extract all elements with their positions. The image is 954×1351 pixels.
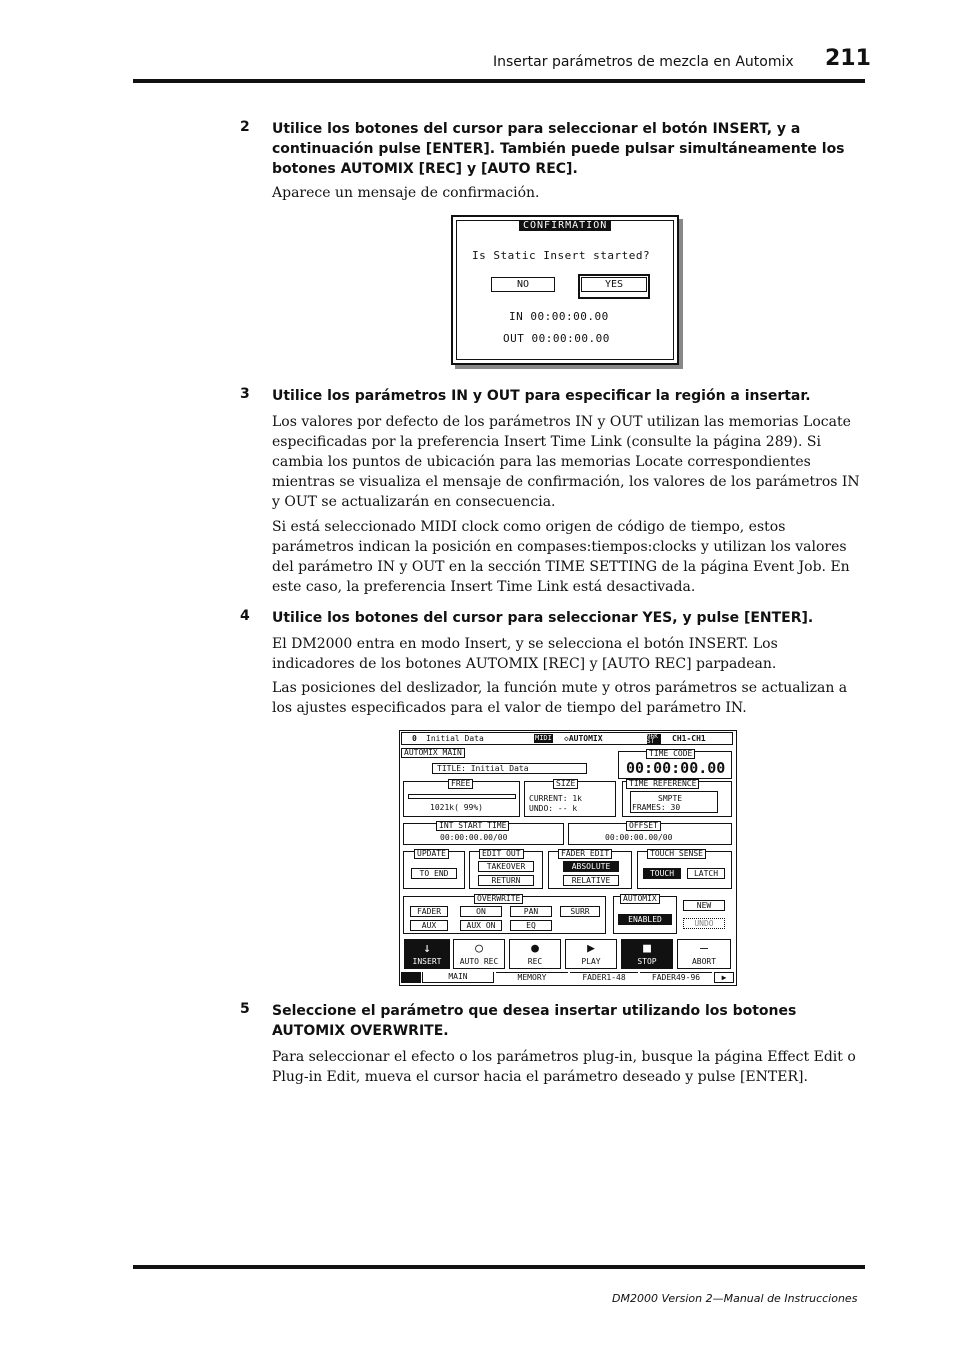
footer-text: DM2000 Version 2—Manual de Instrucciones <box>612 1292 858 1305</box>
absolute-button: ABSOLUTE <box>563 861 619 872</box>
free-value: 1021k( 99%) <box>430 803 483 812</box>
int-start-value: 00:00:00.00/00 <box>440 833 508 842</box>
step-paragraph: Los valores por defecto de los parámetros IN y OUT utilizan las memorias Locate especificadas por la preferencia Insert Time Link (consulte la página 289). Si cambia los puntos de ubicación para las memorias Locate correspondientes mientras se visualiza el mensaje de confirmación, los valores de los parámetros IN y OUT se actualizarán en consecuencia. <box>272 414 860 510</box>
running-header: Insertar parámetros de mezcla en Automix <box>493 54 794 70</box>
free-label: FREE <box>448 779 473 789</box>
in-time: IN 00:00:00.00 <box>509 310 609 323</box>
tab-next-arrow-icon: ▶ <box>714 972 734 983</box>
step-paragraph: Si está seleccionado MIDI clock como origen de código de tiempo, estos parámetros indican la posición en compases:tiempos:clocks y utilizan los valores del parámetro IN y OUT en la sección TIME SETTING de la página Event Job. En este caso, la preferencia Insert Time Link está desactivada. <box>272 519 850 595</box>
insert-arrow-icon: ↓ <box>423 941 431 956</box>
auto-rec-circle-icon: ○ <box>475 941 483 956</box>
automix-label: AUTOMIX <box>620 894 660 904</box>
step-number: 3 <box>240 386 250 402</box>
overwrite-fader-button: FADER <box>410 906 448 917</box>
overwrite-aux-button: AUX <box>410 920 448 931</box>
tab-edge <box>401 972 421 983</box>
size-label: SIZE <box>553 779 578 789</box>
header-rule <box>133 79 865 83</box>
midi-indicator: MIDI <box>535 734 552 742</box>
tab-memory: MEMORY <box>496 972 568 983</box>
tab-fader49-96: FADER49-96 <box>640 972 712 983</box>
rec-label: REC <box>527 957 543 966</box>
insert-button <box>404 939 450 969</box>
step-number: 5 <box>240 1001 250 1017</box>
step-heading: Utilice los parámetros IN y OUT para especificar la región a insertar. <box>272 388 811 404</box>
dialog-title: CONFIRMATION <box>519 220 611 231</box>
overwrite-pan-button: PAN <box>510 906 552 917</box>
step-number: 2 <box>240 119 250 135</box>
new-button: NEW <box>683 900 725 911</box>
tab-fader1-48: FADER1-48 <box>570 972 638 983</box>
stop-label: STOP <box>637 957 657 966</box>
step-heading: Utilice los botones del cursor para seleccionar YES, y pulse [ENTER]. <box>272 610 814 626</box>
offset-value: 00:00:00.00/00 <box>605 833 673 842</box>
rec-dot-icon: ● <box>531 941 539 956</box>
rec-button <box>509 939 561 969</box>
latch-button: LATCH <box>687 868 725 879</box>
overwrite-surr-button: SURR <box>560 906 600 917</box>
takeover-button: TAKEOVER <box>478 861 534 872</box>
scene-name: Initial Data <box>426 734 484 743</box>
overwrite-aux-on-button: AUX ON <box>460 920 502 931</box>
insert-label: INSERT <box>412 957 442 966</box>
undo-button: UNDO <box>683 918 725 929</box>
auto-rec-label: AUTO REC <box>459 957 499 966</box>
tab-main: MAIN <box>422 972 494 983</box>
overwrite-eq-button: EQ <box>510 920 552 931</box>
edit-out-label: EDIT OUT <box>479 849 524 859</box>
time-reference-label: TIME REFERENCE <box>626 779 699 789</box>
page-title: ◇AUTOMIX <box>564 734 603 743</box>
screen-top-bar <box>401 732 733 745</box>
abort-button <box>677 939 731 969</box>
time-reference-frames: FRAMES: 30 <box>632 803 681 812</box>
step-paragraph: El DM2000 entra en modo Insert, y se selecciona el botón INSERT. Los indicadores de los botones AUTOMIX [REC] y [AUTO REC] parpadean. <box>272 636 778 672</box>
stop-square-icon: ■ <box>643 941 651 956</box>
confirmation-dialog-screenshot <box>451 215 679 365</box>
int-start-label: INT START TIME <box>436 821 509 831</box>
dialog-question: Is Static Insert started? <box>472 249 651 262</box>
offset-label: OFFSET <box>626 821 661 831</box>
enabled-button: ENABLED <box>618 914 672 925</box>
title-field: TITLE: Initial Data <box>432 763 587 774</box>
scene-number: 0 <box>412 734 417 743</box>
stop-button <box>621 939 673 969</box>
time-code-value: 00:00:00.00 <box>626 759 726 777</box>
free-meter <box>408 794 516 799</box>
channel-indicator: CH1-CH1 <box>672 734 706 743</box>
footer-rule <box>133 1265 865 1269</box>
step-number: 4 <box>240 608 250 624</box>
abort-dash-icon: — <box>700 941 708 956</box>
relative-button: RELATIVE <box>563 875 619 886</box>
overwrite-label: OVERWRITE <box>474 894 523 904</box>
no-button: NO <box>491 277 555 292</box>
touch-sense-label: TOUCH SENSE <box>647 849 706 859</box>
yes-button-label: YES <box>581 277 647 292</box>
update-label: UPDATE <box>414 849 449 859</box>
step-heading: Utilice los botones del cursor para seleccionar el botón INSERT, y a continuación pulse [ENTER]. También puede pulsar simultáneamente los botones AUTOMIX [REC] y [AUTO REC]. <box>272 121 845 177</box>
play-label: PLAY <box>581 957 601 966</box>
automix-screen-screenshot <box>399 730 737 986</box>
size-current: CURRENT: 1k <box>529 794 582 803</box>
fs-indicator: 96K ST <box>647 734 661 744</box>
fader-edit-label: FADER EDIT <box>558 849 612 859</box>
page-number: 211 <box>825 46 871 71</box>
step-paragraph: Aparece un mensaje de confirmación. <box>272 185 540 201</box>
step-paragraph: Para seleccionar el efecto o los parámetros plug-in, busque la página Effect Edit o Plug-in Edit, mueva el cursor hacia el parámetro deseado y pulse [ENTER]. <box>272 1049 856 1085</box>
yes-button <box>578 274 650 299</box>
to-end-button: TO END <box>411 868 457 879</box>
size-undo: UNDO: -- k <box>529 804 578 813</box>
touch-button: TOUCH <box>643 868 681 879</box>
dialog-frame <box>456 220 674 360</box>
return-button: RETURN <box>478 875 534 886</box>
step-heading: Seleccione el parámetro que desea insertar utilizando los botones AUTOMIX OVERWRITE. <box>272 1003 797 1039</box>
out-time: OUT 00:00:00.00 <box>503 332 610 345</box>
auto-rec-button <box>453 939 505 969</box>
overwrite-on-button: ON <box>460 906 502 917</box>
step-paragraph: Las posiciones del deslizador, la función mute y otros parámetros se actualizan a los ajustes especificados para el valor de tiempo del parámetro IN. <box>272 680 848 716</box>
time-code-label: TIME CODE <box>646 749 695 759</box>
abort-label: ABORT <box>691 957 717 966</box>
time-reference-source: SMPTE <box>658 794 683 803</box>
play-triangle-icon: ▶ <box>587 941 595 956</box>
automix-main-label: AUTOMIX MAIN <box>401 748 465 758</box>
play-button <box>565 939 617 969</box>
